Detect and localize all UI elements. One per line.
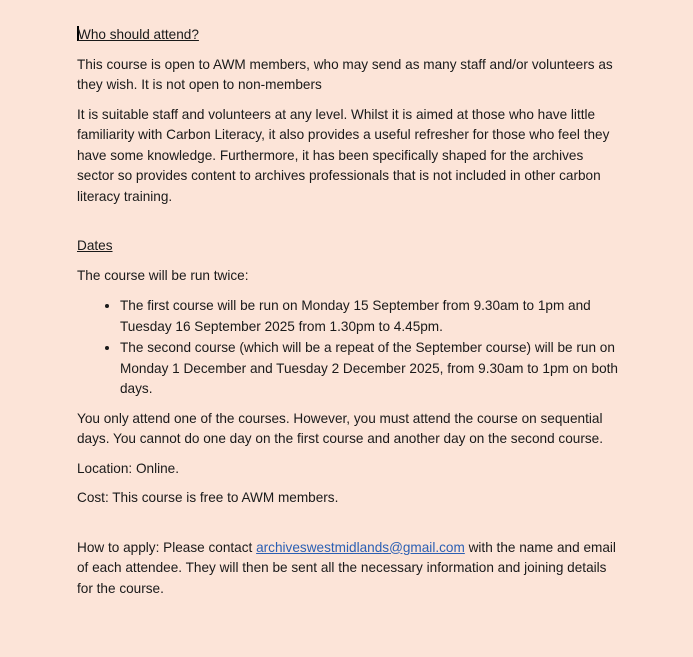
dates-note: You only attend one of the courses. However, you must attend the course on sequential days. You cannot do one day on the first course and another day on the second course. xyxy=(77,410,603,446)
dates-heading: Dates xyxy=(77,238,113,253)
apply-paragraph: How to apply: Please contact archiveswestmidlands@gmail.com with the name and email of each attendee. They will then be sent all the necessary information and joining details for the course. xyxy=(77,539,616,596)
location-line: Location: Online. xyxy=(77,460,180,476)
attend-paragraph-2: It is suitable staff and volunteers at any level. Whilst it is aimed at those who have little familiarity with Carbon Literacy, it also provides a useful refresher for those who feel they have some knowledge. Furthermore, it has been specifically shaped for the archives sector so provides content to archives professionals that is not included in other carbon literacy training. xyxy=(77,106,610,204)
document-body xyxy=(77,25,622,608)
blank-line xyxy=(77,518,622,538)
blank-line xyxy=(77,216,622,236)
cost-line: Cost: This course is free to AWM members. xyxy=(77,490,339,505)
dates-list xyxy=(77,295,622,400)
email-link[interactable]: archiveswestmidlands@gmail.com xyxy=(256,539,465,555)
dates-intro: The course will be run twice: xyxy=(77,267,249,283)
attend-paragraph-1: This course is open to AWM members, who may send as many staff and/or volunteers as they wish. It is not open to non-members xyxy=(77,56,613,92)
who-should-attend-heading: Who should attend? xyxy=(78,27,199,42)
list-item: • The first course will be run on Monday 15 September from 9.30am to 1pm and Tuesday 16 September 2025 from 1.30pm to 4.45pm. xyxy=(120,295,622,337)
list-item: • The second course (which will be a repeat of the September course) will be run on Monday 1 December and Tuesday 2 December 2025, from 9.30am to 1pm on both days. xyxy=(120,337,622,400)
